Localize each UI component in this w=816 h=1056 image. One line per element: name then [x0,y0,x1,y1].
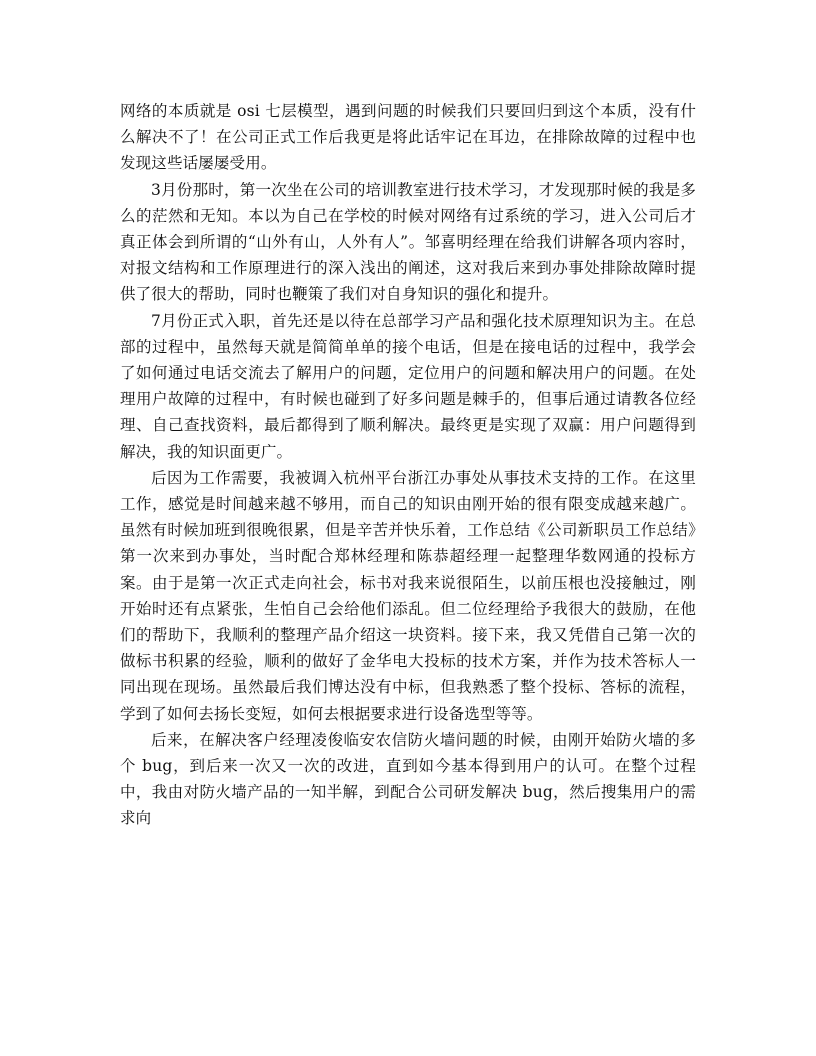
document-page [120,98,696,832]
paragraph-hangzhou-office: 后因为工作需要，我被调入杭州平台浙江办事处从事技术支持的工作。在这里工作，感觉是时间越来越不够用，而自己的知识由刚开始的很有限变成越来越广。虽然有时候加班到很晚很累，但是辛苦并快乐着，工作总结《公司新职员工作总结》第一次来到办事处，当时配合郑林经理和陈恭超经理一起整理华数网通的投标方案。由于是第一次正式走向社会，标书对我来说很陌生，以前压根也没接触过，刚开始时还有点紧张，生怕自己会给他们添乱。但二位经理给予我很大的鼓励，在他们的帮助下，我顺利的整理产品介绍这一块资料。接下来，我又凭借自己第一次的做标书积累的经验，顺利的做好了金华电大投标的技术方案，并作为技术答标人一同出现在现场。虽然最后我们博达没有中标，但我熟悉了整个投标、答标的流程，学到了如何去扬长变短，如何去根据要求进行设备选型等等。 [120,468,696,723]
paragraph-onboarding: 7月份正式入职，首先还是以待在总部学习产品和强化技术原理知识为主。在总部的过程中，虽然每天就是简简单单的接个电话，但是在接电话的过程中，我学会了如何通过电话交流去了解用户的问题，定位用户的问题和解决用户的问题。在处理用户故障的过程中，有时候也碰到了好多问题是棘手的，但事后通过请教各位经理、自己查找资料，最后都得到了顺利解决。最终更是实现了双赢：用户问题得到解决，我的知识面更广。 [120,311,696,461]
paragraph-training: 3月份那时，第一次坐在公司的培训教室进行技术学习，才发现那时候的我是多么的茫然和无知。本以为自己在学校的时候对网络有过系统的学习，进入公司后才真正体会到所谓的“山外有山，人外有人”。邹喜明经理在给我们讲解各项内容时，对报文结构和工作原理进行的深入浅出的阐述，这对我后来到办事处排除故障时提供了很大的帮助，同时也鞭策了我们对自身知识的强化和提升。 [120,180,696,304]
paragraph-firewall: 后来，在解决客户经理凌俊临安农信防火墙问题的时候，由刚开始防火墙的多个 bug，到后来一次又一次的改进，直到如今基本得到用户的认可。在整个过程中，我由对防火墙产品的一知半解，到配合公司研发解决 bug，然后搜集用户的需求向 [120,730,696,828]
paragraph-osi-model: 网络的本质就是 osi 七层模型，遇到问题的时候我们只要回归到这个本质，没有什么解决不了！在公司正式工作后我更是将此话牢记在耳边，在排除故障的过程中也发现这些话屡屡受用。 [120,102,696,173]
